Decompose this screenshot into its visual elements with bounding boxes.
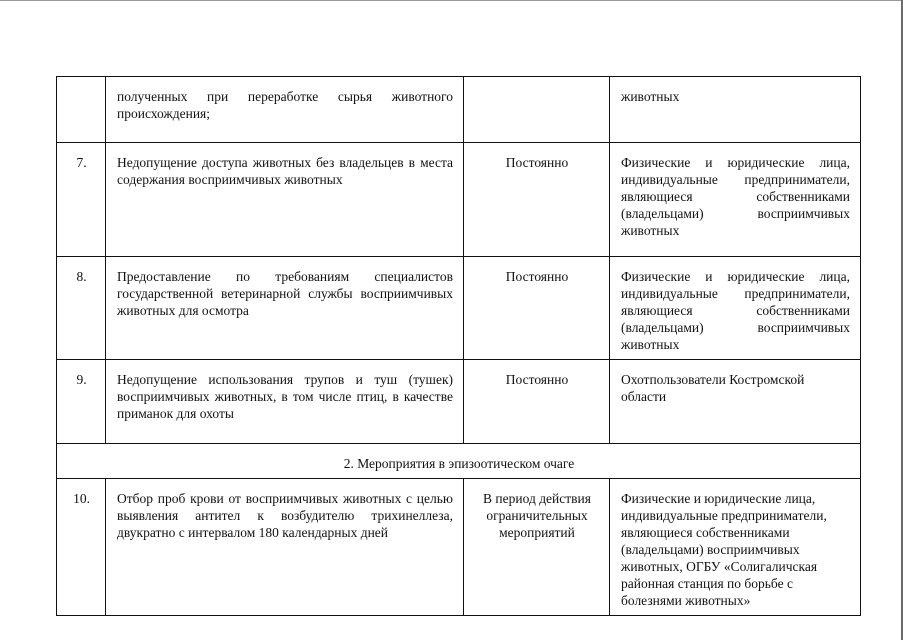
row-number: 10. (57, 479, 106, 616)
measure-cell: полученных при переработке сырья животного происхождения; (106, 77, 464, 143)
row-number: 7. (57, 143, 106, 257)
row-number (57, 77, 106, 143)
period-cell: Постоянно (464, 360, 610, 444)
section-header-row (57, 444, 861, 479)
table-row (57, 143, 861, 257)
period-cell (464, 77, 610, 143)
responsible-cell: животных (610, 77, 861, 143)
measures-table (56, 76, 861, 616)
measure-cell: Отбор проб крови от восприимчивых животных с целью выявления антител к возбудителю трихинеллеза, двукратно с интервалом 180 календарных дней (106, 479, 464, 616)
responsible-cell: Охотпользователи Костромской области (610, 360, 861, 444)
responsible-cell: Физические и юридические лица, индивидуальные предприниматели, являющиеся собственниками (владельцами) восприимчивых животных, ОГБУ «Солигаличская районная станция по борьбе с болезнями животных» (610, 479, 861, 616)
responsible-cell: Физические и юридические лица, индивидуальные предприниматели, являющиеся собственниками (владельцами) восприимчивых животных (610, 257, 861, 360)
period-cell: В период действия ограничительных мероприятий (464, 479, 610, 616)
period-cell: Постоянно (464, 257, 610, 360)
measure-cell: Недопущение использования трупов и туш (тушек) восприимчивых животных, в том числе птиц, в качестве приманок для охоты (106, 360, 464, 444)
table-row (57, 77, 861, 143)
table-row (57, 360, 861, 444)
table-row (57, 257, 861, 360)
measure-cell: Недопущение доступа животных без владельцев в места содержания восприимчивых животных (106, 143, 464, 257)
period-cell: Постоянно (464, 143, 610, 257)
table-row (57, 479, 861, 616)
row-number: 8. (57, 257, 106, 360)
row-number: 9. (57, 360, 106, 444)
measure-cell: Предоставление по требованиям специалистов государственной ветеринарной службы восприимчивых животных для осмотра (106, 257, 464, 360)
responsible-cell: Физические и юридические лица, индивидуальные предприниматели, являющиеся собственниками (владельцами) восприимчивых животных (610, 143, 861, 257)
section-title: 2. Мероприятия в эпизоотическом очаге (57, 444, 861, 479)
page-top-border (0, 0, 903, 1)
